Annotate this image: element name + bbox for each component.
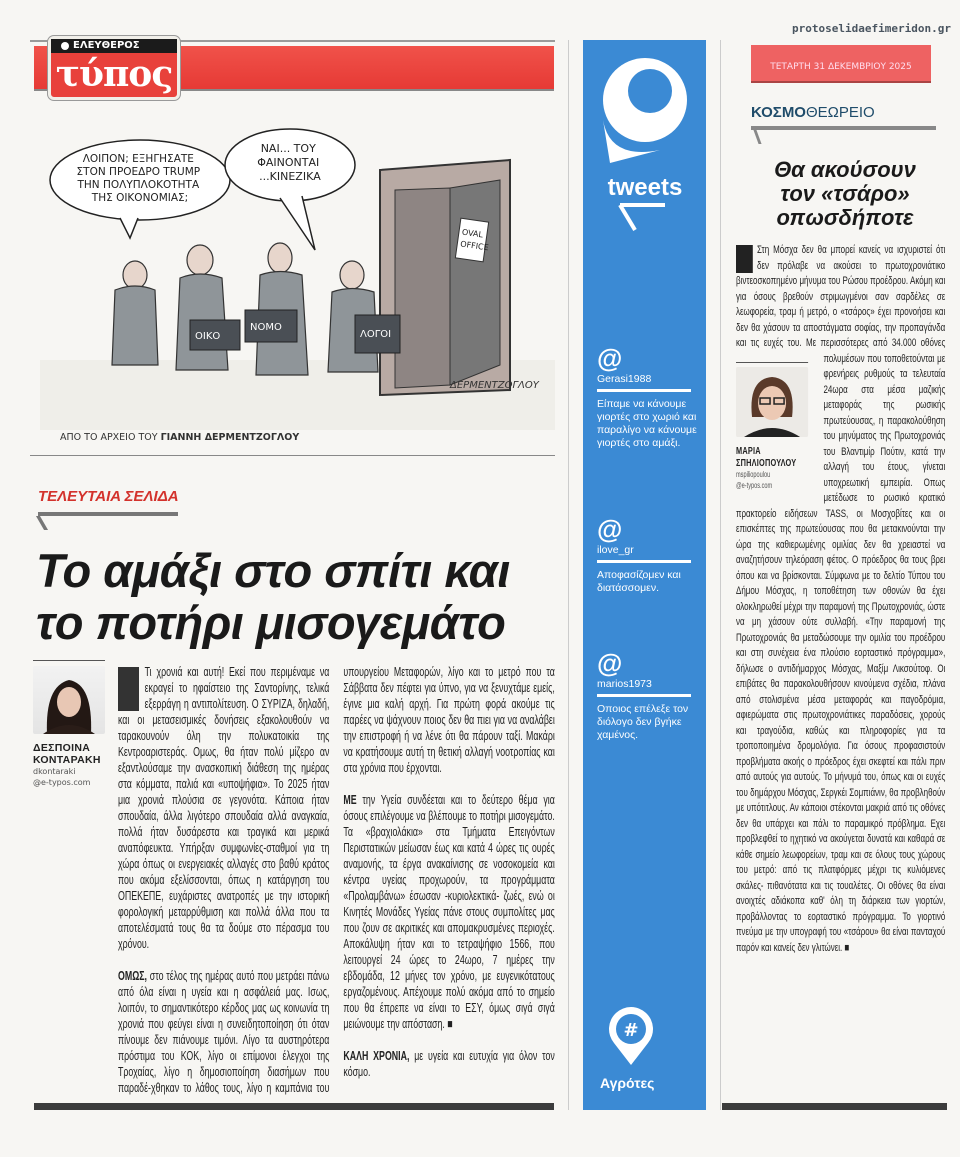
- svg-text:ΛΟΓΟΙ: ΛΟΓΟΙ: [360, 329, 392, 340]
- bubble1-line: ΤΗΝ ΠΟΛΥΠΛΟΚΟΤΗΤΑ: [77, 179, 200, 191]
- column-text: [736, 243, 945, 956]
- tweet-text: Αποφασίζομεν και διατάσσομεν.: [597, 569, 681, 594]
- cartoonist-signature: ΔΕΡΜΕΝΤΖΟΓΛΟΥ: [450, 380, 539, 391]
- newspaper-logo: [48, 36, 180, 100]
- divider: [736, 362, 808, 363]
- author-photo: [33, 666, 105, 734]
- author-email: dkontaraki @e-typos.com: [33, 767, 91, 787]
- author-name: ΜΑΡΙΑ ΣΠΗΛΙΟΠΟΥΛΟΥ: [736, 444, 797, 469]
- drop-cap: [736, 245, 753, 273]
- section-label: ΤΕΛΕΥΤΑΙΑ ΣΕΛΙΔΑ: [38, 488, 179, 505]
- bubble2-line: ΦΑΙΝΟΝΤΑΙ: [257, 156, 320, 169]
- author-box: [736, 362, 818, 491]
- tweet: [597, 650, 697, 742]
- bubble1-line: ΤΗΣ ΟΙΚΟΝΟΜΙΑΣ;: [91, 192, 189, 204]
- tweet: [597, 345, 697, 450]
- bubble2-line: ΝΑΙ... ΤΟΥ: [260, 142, 316, 155]
- section-decoration: [36, 516, 48, 530]
- kicker-decoration: [753, 130, 761, 144]
- paragraph-lead: ΟΜΩΣ,: [118, 969, 148, 983]
- logo-main-text: τύπος: [55, 53, 173, 95]
- paragraph: Τι χρονιά και αυτή! Εκεί που περιμέναμε να εκραγεί το ηφαίστειο της Σαντορίνης, τελικά εξερράγη η αντιπολίτευση. Ο ΣΥΡΙΖΑ, δηλαδή, και οι μετασεισμικές δονήσεις εξακολουθούν να ταρακουνούν όλη την πολυκατοικία της Κεντροαριστεράς. Ομως, θα ήταν πολύ μίζερο αν εξαντλούσαμε την ανασκοπική διάθεση της ημέρας στα κόμματα, παλιά και «υποψήφια». Το 2025 ήταν μια χρονιά πλούσια σε γεγονότα. Κάποια ήταν σπουδαία, άλλα λιγότερο σπουδαία αλλά αναγκαία, πολλά ήταν δυσάρεστα και τραγικά και μερικά αναπόφευκτα. Υπήρξαν συμφωνίες-σταθμοί για τη χώρα όπως οι ενεργειακές αλλαγές στο βαθύ κράτος που ακόμα εξελίσσονται, όπως η κατάργηση του ΟΠΕΚΕΠΕ, ευχάριστες ανατροπές με την ιστορική φορολογική μεταρρύθμιση και πολλά άλλα που τα αποτελέσματά τους θα τα δούμε στο πέρασμα του χρόνου.: [118, 665, 330, 951]
- author-name: ΔΕΣΠΟΙΝΑ ΚΟΝΤΑΡΑΚΗ: [33, 742, 101, 766]
- bubble1-line: ΛΟΙΠΟΝ; ΕΞΗΓΗΣΑΤΕ: [82, 153, 194, 165]
- tweet-user: Gerasi1988: [597, 373, 652, 385]
- paragraph: χθηκαν το λάθος τους, λίγο η καμπάνια του υπουργείου Μεταφορών, λίγο και το μετρό που τα Σάββατα δεν πέφτει για ύπνο, για να ξενυχτάμε εμείς, έγινε μια καλή αρχή. Για πρώτη φορά ακούμε τις παρέες να ψάχνουν ποιος δεν θα πιει για να αναλάβει την επιστροφή ή να λένε ότι θα πάρουν ταξί. Μακάρι να κρατήσουμε αυτή τη θετική αλλαγή νοοτροπίας και στα χρόνια που έρχονται.: [150, 665, 555, 1095]
- column-headline: Θα ακούσουν τον «τσάρο» οπωσδήποτε: [774, 157, 916, 230]
- article-headline: Το αμάξι στο σπίτι και το ποτήρι μισογεμάτο: [36, 544, 510, 649]
- at-icon: @: [597, 648, 623, 678]
- bubble1-line: ΣΤΟΝ ΠΡΟΕΔΡΟ TRUMP: [76, 166, 201, 178]
- bottom-rule: [34, 1103, 554, 1110]
- tweet: [597, 516, 697, 595]
- author-email: mspiliopoulou @e-typos.com: [736, 469, 773, 490]
- tweets-title: tweets: [607, 174, 683, 201]
- tweet-text: Οποιος επέλεξε τον διόλογο δεν βγήκε χαμένος.: [597, 703, 689, 741]
- paragraph: στο τέλος της ημέρας αυτό που μετράει πάνω από όλα είναι η υγεία και η ασφάλειά μας. Ισως, λοιπόν, το σημαντικότερο κέρδος μας ως κοινωνία τη χρονιά που φεύγει είναι η συνειδητοποίηση ότι όταν πίνουμε δεν πιάνουμε τιμόνι. Λίγο τα αυστηρότερα πρόστιμα του ΚΟΚ, λίγο οι επίμονοι έλεγχοι της Τροχαίας, λίγο η δημοσιοποίηση διασήμων που παραδέ-: [118, 969, 330, 1095]
- political-cartoon: [40, 110, 555, 430]
- kicker-decoration: [751, 126, 936, 130]
- column-body: [736, 243, 945, 1093]
- at-icon: @: [597, 514, 623, 544]
- logo-top-text: ΕΛΕΥΘΕΡΟΣ: [51, 39, 177, 53]
- tweet-user: marios1973: [597, 678, 652, 690]
- paragraph: Στη Μόσχα δεν θα μπορεί κανείς να ισχυριστεί ότι δεν πρόλαβε να ακούσει το πρωτοχρονιάτικο βιντεοσκοπημένο μήνυμα του Ρώσου προέδρου. Ακόμη και για όσους βρεθούν στριμωγμένοι σαν σαρδέλες σε λεωφορεία, τραμ ή μετρό, ο «τσάρος» έχει προνοήσει και δεν θα χάσουν τα αποστάγματα σοφίας, την προπαγάνδα και τις ευχές του. Με περισσότερες από 34.000 οθόνες πολυμέσων: [736, 244, 946, 365]
- tweet-text: Είπαμε να κάνουμε γιορτές στο χωριό και παραλίγο να κάνουμε γιορτές στο αμάξι.: [597, 398, 697, 449]
- paragraph-lead: ΚΑΛΗ ΧΡΟΝΙΑ,: [343, 1049, 410, 1063]
- divider: [30, 455, 555, 456]
- author-photo: [736, 367, 808, 437]
- svg-text:#: #: [623, 1020, 639, 1041]
- paragraph: που τοποθετούνται με φρενήρεις ρυθμούς τα τελευταία 24ωρα στα μέσα μαζικής μεταφοράς της ρωσικής πρωτεύουσας, η παρακολούθηση του μηνύματος της Πρωτοχρονιάς του Βλαντιμίρ Πούτιν, κατά την αλλαγή του έτους, γίνεται υποχρεωτική εμπειρία. Οπως μετέδωσε το ρωσικό κρατικό πρακτορείο ειδήσεων TASS, οι Μοσχοβίτες και οι επισκέπτες της πρωτεύουσας που θα μετακινούνται την ώρα της καθιερωμένης ομιλίας δεν θα χρειαστεί να αναζητήσουν τηλεόραση φέτος. Ο πρόεδρος θα τους βρει όπου και να βρίσκονται. Σύμφωνα με το δελτίο Τύπου του Δήμου Μόσχας, η τοποθέτηση των οθονών θα έχει ολοκληρωθεί μέχρι την παραμονή της Πρωτοχρονιάς, ώστε να μη χάσουν ούτε συλλαβή. «Την παραμονή της Πρωτοχρονιάς θα μεταδώσουμε την ομιλία του προέδρου και στη συνέχεια ένα πλούσιο εορταστικό πρόγραμμα», δήλωσε ο αντιδήμαρχος Μόσχας, Μαξίμ Λικσούτοφ. Οι επιβάτες θα παρακολουθήσουν κινούμενα σχέδια, πλάνα από στολισμένα μέσα μεταφοράς και παγοδρόμια, αφιερώματα στις πρωτοχρονιάτικες παραδόσεις, χορούς και τραγούδια, καθώς και πληροφορίες για τα τροποποιημένα δρομολόγια. Για όσους προφασιστούν προβλήματα ακοής ο πρόεδρος έχει σκεφτεί και πάλι πριν από αυτούς για αυτούς. Το μήνυμά του, όπως και οι ευχές του δημάρχου Μόσχας, Σεργκέι Σομπιάνιν, θα προβληθούν με υπότιτλους. Αν κάποιοι στέκονται μακριά από τις οθόνες δεν θα υπάρχει και πάλι το παραμικρό πρόβλημα. Εχει προβλεφθεί το ηχητικό να ακούγεται δυνατά και καθαρά σε κάθε σημείο λεωφορείων, τραμ και σε όλους τους χώρους του μετρό: από τις πλατφόρμες μέχρι τις κυλιόμενες σκάλες- πιθανότατα και τις τουαλέτες. Οι οθόνες θα είναι ανοιχτές αδιάκοπα καθ' όλη τη διάρκεια των γιορτών, προβάλλοντας το εορταστικό πρόγραμμα. Το γιορτινό πνεύμα με την υπογραφή του «τσάρου» θα είναι πανταχού παρόν και κανείς δεν γλιτώνει. ■: [736, 352, 946, 954]
- cartoon-caption: ΑΠΟ ΤΟ ΑΡΧΕΙΟ ΤΟΥ ΓΙΑΝΝΗ ΔΕΡΜΕΝΤΖΟΓΛΟΥ: [60, 432, 300, 443]
- svg-text:ΛΟΙΠΟΝ; ΕΞΗΓΗΣΑΤΕ ΣΤΟΝ Π: [76, 153, 203, 204]
- oval-office-door: [380, 160, 510, 395]
- section-decoration: [38, 512, 178, 516]
- svg-text:ΝΟΜΟ: ΝΟΜΟ: [250, 322, 282, 333]
- hashtag-label: Αγρότες: [600, 1075, 655, 1091]
- cartoonist-name: ΓΙΑΝΝΗ ΔΕΡΜΕΝΤΖΟΓΛΟΥ: [160, 432, 300, 443]
- bubble2-line: ...ΚΙΝΕΖΙΚΑ: [259, 170, 321, 183]
- drop-cap: [118, 667, 139, 711]
- column-divider: [568, 40, 569, 1110]
- paragraph: την Υγεία συνδέεται και το δεύτερο θέμα για όσους επιλέγουμε να βλέπουμε το ποτήρι μισογεμάτο. Τα «βραχιολάκια» στα Τμήματα Επειγόντων Περιστατικών μείωσαν έως και κατά 4 ώρες τις ουρές αναμονής, τα έργα ανακαίνισης σε νοσοκομεία και κέντρα υγείας προχωρούν, τα προγράμματα «Προλαμβάνω» έσωσαν -κυριολεκτικά- ζωές, ενώ οι Κινητές Μονάδες Υγείας πάνε στους συμπολίτες μας που ζουν σε ακριτικές και απομακρυσμένες περιοχές. Αποκάλυψη ήταν και το τετραψήφιο 1566, που λειτουργεί 24 ώρες το 24ωρο, 7 ημέρες την εβδομάδα, 12 μήνες τον χρόνο, με ευγενικότατους εργαζομένους. Απέχουμε πολύ ακόμα από το σημείο που θα έπρεπε να είναι το ΕΣΥ, όμως σιγά σιγά μειώνουμε την απόσταση. ■: [343, 793, 555, 1031]
- article-body: [118, 664, 555, 1094]
- tweets-logo: [590, 45, 700, 235]
- paragraph: με υγεία και ευτυχία για όλον τον κόσμο.: [343, 1049, 555, 1079]
- paragraph-lead: ΜΕ: [343, 793, 357, 807]
- article-columns: [118, 664, 555, 1096]
- issue-date: ΤΕΤΑΡΤΗ 31 ΔΕΚΕΜΒΡΙΟΥ 2025: [751, 45, 931, 83]
- bottom-rule: [722, 1103, 947, 1110]
- tweet-user: ilove_gr: [597, 544, 634, 556]
- column-divider: [720, 40, 721, 1110]
- hashtag-pin-icon: [606, 1005, 656, 1067]
- watermark: protoselidaefimeridon.gr: [792, 22, 951, 35]
- divider: [33, 660, 105, 661]
- svg-text:OVAL OFFICE: OVAL OFFICE: [459, 227, 490, 253]
- svg-text:ΟΙΚΟ: ΟΙΚΟ: [195, 331, 221, 342]
- at-icon: @: [597, 343, 623, 373]
- author-box: [33, 660, 108, 788]
- svg-text:ΝΑΙ... ΤΟΥ ΦΑΙΝΟΝΤΑΙ: [257, 142, 323, 183]
- column-kicker: ΚΟΣΜΟΘΕΩΡΕΙΟ: [751, 104, 875, 121]
